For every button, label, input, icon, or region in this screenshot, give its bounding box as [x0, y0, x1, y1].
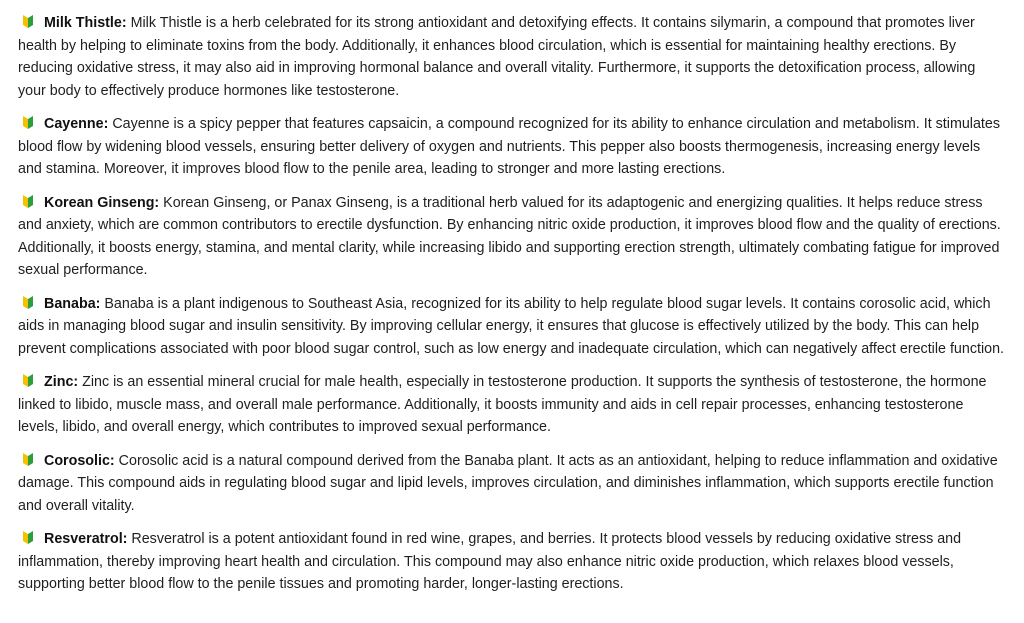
ingredient-name: Cayenne: [44, 116, 109, 132]
ingredient-description: Banaba is a plant indigenous to Southeast Asia, recognized for its ability to help regulate blood sugar levels. It contains corosolic acid, which aids in managing blood sugar and insulin sensitivity. By improving cellular energy, it ensures that glucose is effectively utilized by the body. This can help prevent complications associated with poor blood sugar control, such as low energy and inadequate circulation, which can negatively affect erectile function. [18, 295, 1004, 357]
ingredient-name: Resveratrol: [44, 531, 128, 547]
ingredient-description: Corosolic acid is a natural compound derived from the Banaba plant. It acts as an antioxidant, helping to reduce inflammation and oxidative damage. This compound aids in regulating blood sugar and lipid levels, improves circulation, and diminishes inflammation, which supports erectile function and overall vitality. [18, 452, 998, 514]
japanese-beginner-symbol-icon [22, 453, 34, 466]
japanese-beginner-symbol-icon [22, 296, 34, 309]
ingredient-name: Korean Ginseng: [44, 194, 160, 211]
ingredient-banaba [18, 293, 1006, 361]
japanese-beginner-symbol-icon [22, 116, 34, 129]
ingredient-milk-thistle [18, 12, 1006, 102]
ingredient-korean-ginseng [18, 192, 1006, 282]
japanese-beginner-symbol-icon [22, 531, 34, 544]
ingredient-description: Milk Thistle is a herb celebrated for its strong antioxidant and detoxifying effects. It contains silymarin, a compound that promotes liver health by helping to eliminate toxins from the body. Additionally, it enhances blood circulation, which is essential for maintaining healthy erections. By reducing oxidative stress, it may also aid in improving hormonal balance and overall vitality. Furthermore, it supports the detoxification process, allowing your body to effectively produce hormones like testosterone. [18, 15, 976, 99]
japanese-beginner-symbol-icon [22, 15, 34, 28]
ingredient-resveratrol [18, 528, 1006, 596]
ingredient-corosolic [18, 450, 1006, 518]
ingredient-name: Milk Thistle: [44, 15, 127, 31]
ingredient-name: Banaba: [44, 295, 101, 312]
ingredient-name: Zinc: [44, 374, 79, 390]
ingredient-cayenne [18, 113, 1006, 181]
ingredient-zinc [18, 371, 1006, 439]
japanese-beginner-symbol-icon [22, 374, 34, 387]
japanese-beginner-symbol-icon [22, 195, 34, 208]
ingredient-description: Resveratrol is a potent antioxidant found in red wine, grapes, and berries. It protects blood vessels by reducing oxidative stress and inflammation, thereby improving heart health and circulation. This compound may also enhance nitric oxide production, which relaxes blood vessels, supporting better blood flow to the penile tissues and promoting harder, longer-lasting erections. [18, 531, 962, 592]
ingredient-description: Korean Ginseng, or Panax Ginseng, is a traditional herb valued for its adaptogenic and energizing qualities. It helps reduce stress and anxiety, which are common contributors to erectile dysfunction. By enhancing nitric oxide production, it improves blood flow and the quality of erections. Additionally, it boosts energy, stamina, and mental clarity, while increasing libido and supporting erection strength, ultimately combating fatigue for improved sexual performance. [18, 194, 1001, 278]
ingredient-description: Zinc is an essential mineral crucial for male health, especially in testosterone production. It supports the synthesis of testosterone, the hormone linked to libido, muscle mass, and overall male performance. Additionally, it boosts immunity and aids in cell repair processes, enhancing testosterone levels, libido, and overall energy, which contributes to improved sexual performance. [18, 374, 987, 435]
ingredient-name: Corosolic: [44, 452, 115, 469]
ingredient-description: Cayenne is a spicy pepper that features capsaicin, a compound recognized for its ability to enhance circulation and metabolism. It stimulates blood flow by widening blood vessels, ensuring better delivery of oxygen and nutrients. This pepper also boosts thermogenesis, increasing energy levels and stamina. Moreover, it improves blood flow to the penile area, leading to stronger and more lasting erections. [18, 116, 1001, 177]
